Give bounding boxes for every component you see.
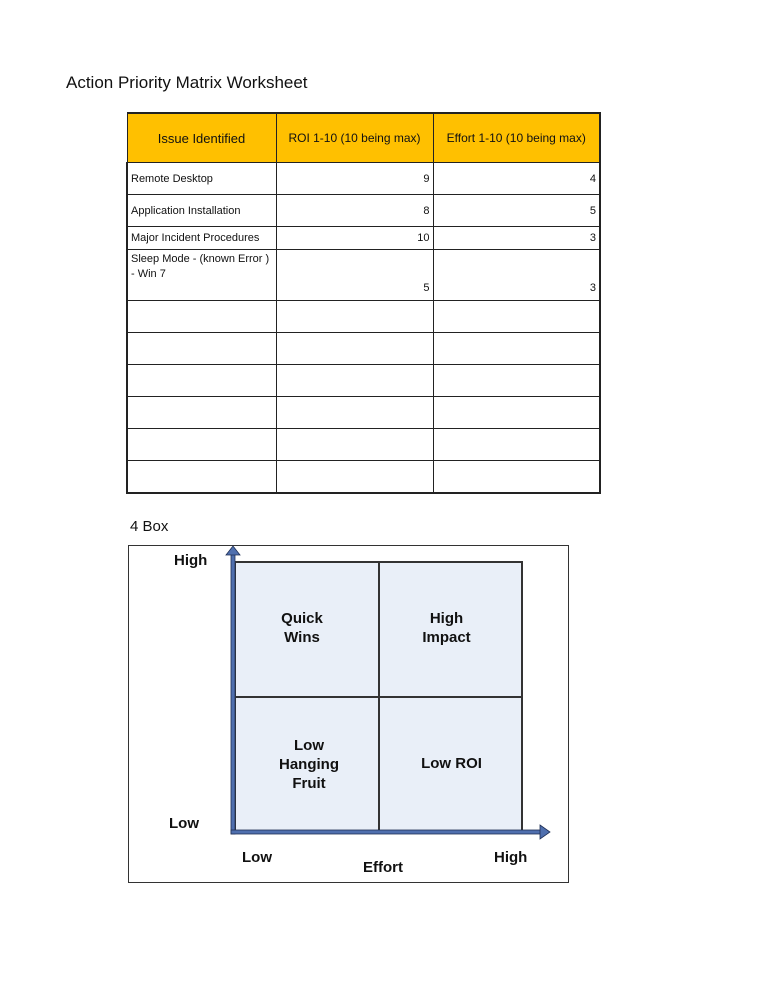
quadrant-label: Low ROI [421,754,482,772]
quadrant-quick-wins [235,562,379,697]
four-box-label: 4 Box [130,518,169,535]
empty-cell [127,429,276,461]
table-row [127,163,600,195]
issue-cell: Application Installation [127,195,276,227]
quadrant-label: High Impact [422,610,471,646]
empty-row [127,397,600,429]
empty-cell [433,461,600,494]
header-issue-identified: Issue Identified [127,113,276,163]
quadrant-low-roi [379,697,523,832]
priority-table [126,112,601,494]
x-axis-low-label: Low [242,849,272,866]
empty-cell [433,429,600,461]
effort-cell: 4 [433,163,600,195]
empty-cell [276,365,433,397]
effort-cell: 3 [433,227,600,250]
empty-cell [276,429,433,461]
header-effort: Effort 1-10 (10 being max) [433,113,600,163]
empty-cell [433,301,600,333]
effort-cell: 5 [433,195,600,227]
page-title: Action Priority Matrix Worksheet [66,73,308,92]
roi-cell: 5 [276,250,433,301]
empty-cell [276,301,433,333]
roi-cell: 10 [276,227,433,250]
issue-cell: Remote Desktop [127,163,276,195]
empty-cell [127,397,276,429]
effort-cell: 3 [433,250,600,301]
roi-cell: 9 [276,163,433,195]
table-row [127,195,600,227]
empty-row [127,461,600,494]
quadrant-label: Low Hanging Fruit [279,736,339,792]
roi-cell: 8 [276,195,433,227]
empty-row [127,365,600,397]
empty-row [127,333,600,365]
issue-cell: Major Incident Procedures [127,227,276,250]
y-axis-low-label: Low [169,815,199,832]
empty-cell [276,461,433,494]
quadrant-low-hanging-fruit [235,697,379,832]
empty-row [127,429,600,461]
empty-row [127,301,600,333]
x-axis-high-label: High [494,849,528,866]
table-header-row [127,113,600,163]
empty-cell [127,365,276,397]
empty-cell [276,333,433,365]
x-axis-title: Effort [363,859,403,876]
empty-cell [433,365,600,397]
empty-cell [433,333,600,365]
empty-cell [433,397,600,429]
empty-cell [127,333,276,365]
empty-cell [127,461,276,494]
quadrant-label: Quick Wins [281,610,323,646]
table-row [127,250,600,301]
quadrant-grid [234,561,523,832]
issue-cell: Sleep Mode - (known Error ) - Win 7 [127,250,276,301]
table-row [127,227,600,250]
y-axis-high-label: High [174,552,208,569]
empty-cell [276,397,433,429]
header-roi: ROI 1-10 (10 being max) [276,113,433,163]
empty-cell [127,301,276,333]
quadrant-high-impact [379,562,523,697]
